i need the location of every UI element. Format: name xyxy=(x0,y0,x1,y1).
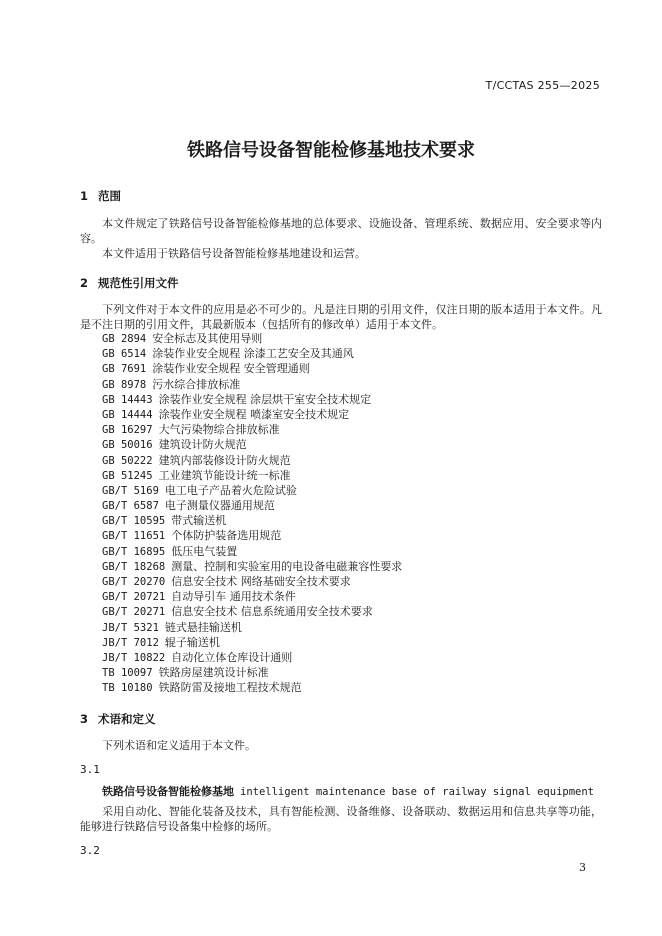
reference-code: GB 6514 xyxy=(102,348,147,361)
reference-title: 信息安全技术 信息系统通用安全技术要求 xyxy=(171,605,373,619)
reference-title: 涂装作业安全规程 安全管理通则 xyxy=(152,362,310,376)
reference-title: 建筑设计防火规范 xyxy=(158,438,247,452)
reference-item xyxy=(102,589,402,604)
reference-code: GB 2894 xyxy=(102,333,147,345)
reference-item xyxy=(102,407,402,422)
reference-item xyxy=(102,331,402,346)
reference-item xyxy=(102,635,402,650)
section-number: 3 xyxy=(80,712,89,726)
reference-item xyxy=(102,392,402,407)
reference-code: GB/T 5169 xyxy=(102,484,159,497)
reference-code: GB 16297 xyxy=(102,424,153,437)
reference-code: TB 10180 xyxy=(102,682,153,695)
reference-code: GB 50016 xyxy=(102,439,153,452)
term-number: 3.2 xyxy=(80,844,100,857)
reference-code: JB/T 10822 xyxy=(102,651,166,664)
section-heading-terms xyxy=(80,711,156,727)
section-title: 范围 xyxy=(98,189,121,203)
reference-code: JB/T 7012 xyxy=(102,636,159,649)
reference-code: GB/T 10595 xyxy=(102,515,166,528)
reference-title: 安全标志及其使用导则 xyxy=(152,332,263,345)
reference-title: 大气污染物综合排放标准 xyxy=(158,423,280,437)
reference-item xyxy=(102,483,402,498)
reference-title: 个体防护装备选用规范 xyxy=(171,529,282,543)
reference-code: GB/T 20271 xyxy=(102,606,166,619)
reference-title: 铁路防雷及接地工程技术规范 xyxy=(158,681,302,695)
reference-title: 涂装作业安全规程 涂层烘干室安全技术规定 xyxy=(158,392,372,406)
term-chinese: 铁路信号设备智能检修基地 xyxy=(102,785,234,798)
document-title: 铁路信号设备智能检修基地技术要求 xyxy=(187,140,475,161)
reference-title: 工业建筑节能设计统一标准 xyxy=(158,468,291,482)
section-heading-scope xyxy=(80,188,121,204)
term-number: 3.1 xyxy=(80,763,100,776)
reference-code: GB 14444 xyxy=(102,408,153,421)
reference-code: GB/T 6587 xyxy=(102,500,159,513)
reference-item xyxy=(102,680,402,695)
reference-item xyxy=(102,361,402,376)
reference-item xyxy=(102,559,402,574)
section-number: 1 xyxy=(80,189,89,203)
reference-title: 涂装作业安全规程 喷漆室安全技术规定 xyxy=(158,407,350,421)
section-heading-normative-references xyxy=(80,275,179,291)
reference-code: GB 51245 xyxy=(102,469,153,482)
reference-title: 自动导引车 通用技术条件 xyxy=(171,590,296,604)
reference-code: GB/T 20721 xyxy=(102,591,166,604)
reference-item xyxy=(102,468,402,483)
scope-paragraph-2: 本文件适用于铁路信号设备智能检修基地建设和运营。 xyxy=(102,247,366,260)
reference-title: 涂装作业安全规程 涂漆工艺安全及其通风 xyxy=(152,347,354,361)
reference-title: 辊子输送机 xyxy=(164,635,220,649)
reference-title: 带式输送机 xyxy=(171,514,227,528)
section-title: 术语和定义 xyxy=(98,712,156,726)
reference-title: 低压电气装置 xyxy=(171,544,238,558)
reference-item xyxy=(102,437,402,452)
reference-item xyxy=(102,346,402,361)
reference-title: 电子测量仪器通用规范 xyxy=(164,499,275,513)
normative-intro-paragraph: 下列文件对于本文件的应用是必不可少的。凡是注日期的引用文件，仅注日期的版本适用于本文件。凡是不注日期的引用文件，其最新版本（包括所有的修改单）适用于本文件。 xyxy=(80,303,602,331)
reference-code: GB 50222 xyxy=(102,454,153,467)
reference-item xyxy=(102,665,402,680)
reference-item xyxy=(102,377,402,392)
term-definition: 采用自动化、智能化装备及技术，具有智能检测、设备维修、设备联动、数据运用和信息共享等功能，能够进行铁路信号设备集中检修的场所。 xyxy=(80,805,602,833)
reference-item xyxy=(102,620,402,635)
section-title: 规范性引用文件 xyxy=(98,276,179,290)
scope-paragraph-1: 本文件规定了铁路信号设备智能检修基地的总体要求、设施设备、管理系统、数据应用、安全要求等内容。 xyxy=(80,217,602,245)
reference-item xyxy=(102,544,402,559)
reference-code: GB 7691 xyxy=(102,363,147,376)
reference-title: 污水综合排放标准 xyxy=(152,377,241,391)
terms-intro-paragraph: 下列术语和定义适用于本文件。 xyxy=(102,739,256,752)
reference-code: JB/T 5321 xyxy=(102,621,159,634)
reference-item xyxy=(102,528,402,543)
reference-title: 自动化立体仓库设计通则 xyxy=(171,650,293,664)
reference-list xyxy=(102,331,402,696)
reference-item xyxy=(102,422,402,437)
reference-title: 建筑内部装修设计防火规范 xyxy=(158,453,291,467)
reference-title: 铁路房屋建筑设计标准 xyxy=(158,666,269,680)
reference-code: GB 14443 xyxy=(102,393,153,406)
page-number: 3 xyxy=(579,861,586,874)
reference-title: 链式悬挂输送机 xyxy=(164,620,242,634)
reference-code: GB/T 16895 xyxy=(102,545,166,558)
reference-code: TB 10097 xyxy=(102,667,153,680)
reference-title: 信息安全技术 网络基础安全技术要求 xyxy=(171,575,351,588)
reference-code: GB/T 20270 xyxy=(102,576,166,588)
reference-title: 电工电子产品着火危险试验 xyxy=(164,483,297,497)
reference-item xyxy=(102,604,402,619)
reference-code: GB/T 18268 xyxy=(102,560,166,573)
standard-code: T/CCTAS 255—2025 xyxy=(485,79,600,92)
reference-item xyxy=(102,453,402,468)
term-entry xyxy=(102,783,594,799)
reference-item xyxy=(102,574,402,589)
reference-item xyxy=(102,498,402,513)
term-english: intelligent maintenance base of railway signal equipment xyxy=(240,786,595,798)
reference-code: GB/T 11651 xyxy=(102,530,166,543)
reference-code: GB 8978 xyxy=(102,378,147,391)
reference-item xyxy=(102,650,402,665)
reference-title: 测量、控制和实验室用的电设备电磁兼容性要求 xyxy=(171,559,403,573)
section-number: 2 xyxy=(80,276,89,290)
reference-item xyxy=(102,513,402,528)
